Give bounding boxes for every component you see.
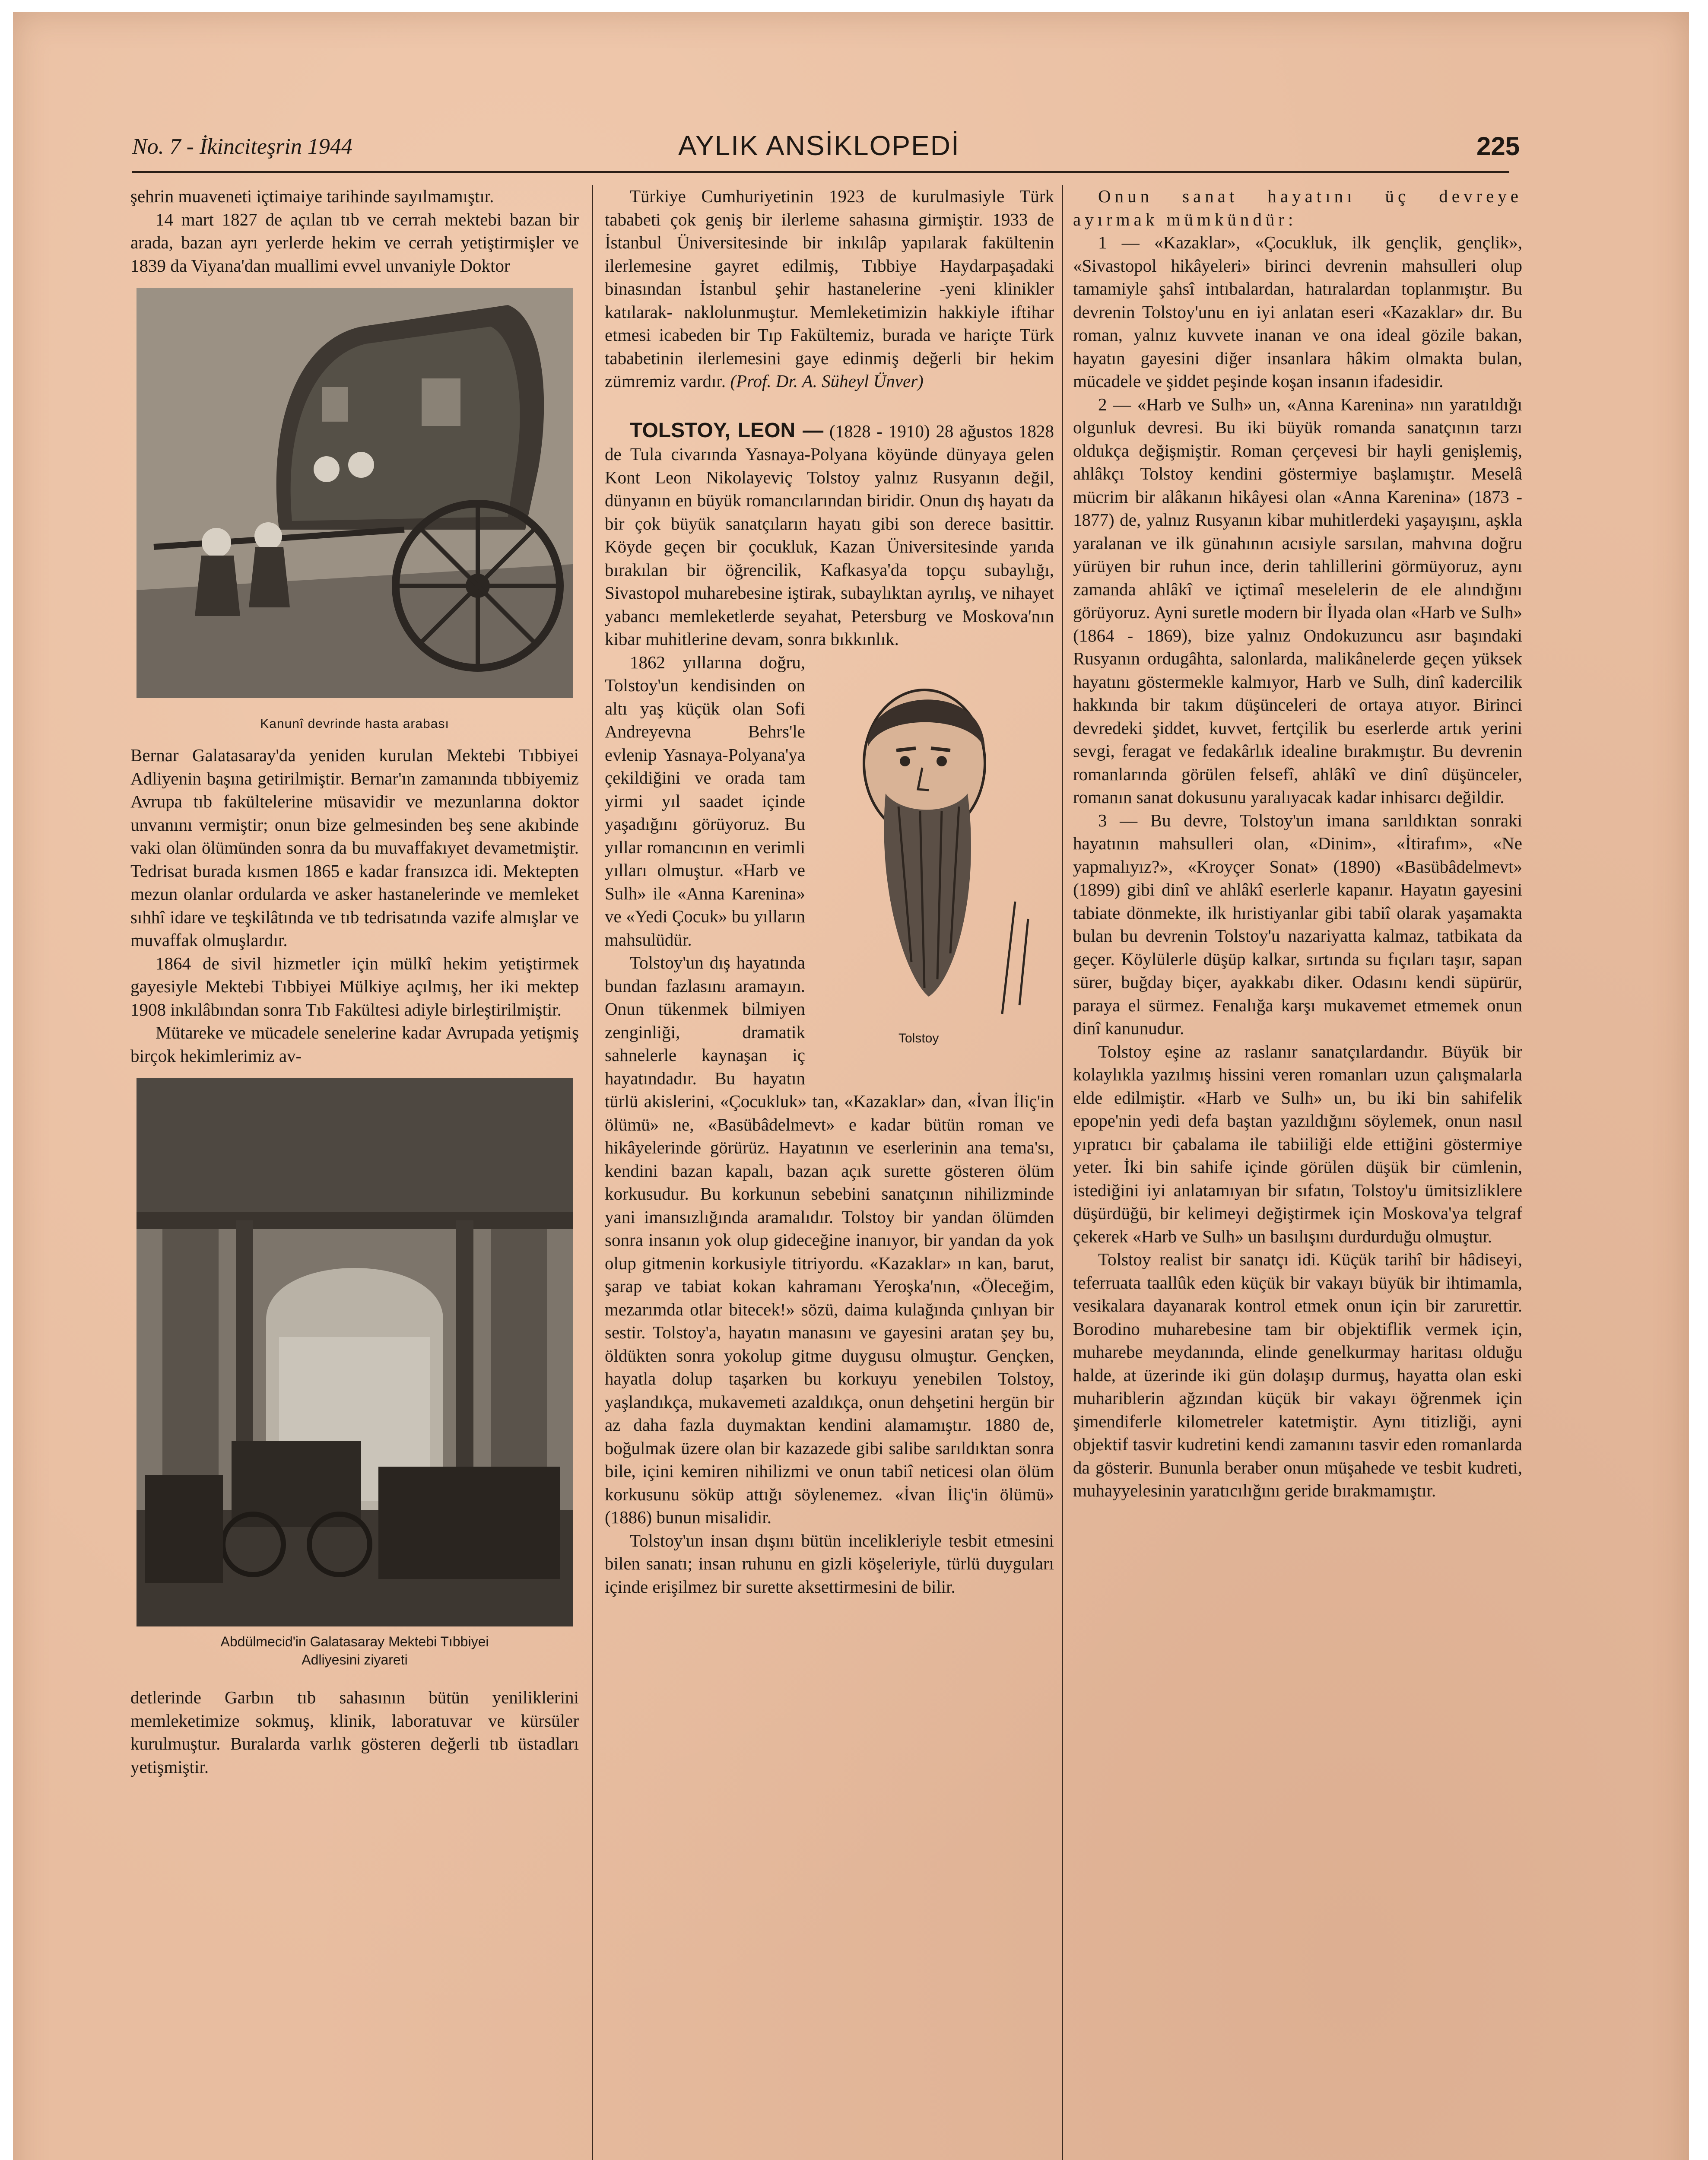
col3-paragraph-5: Tolstoy eşine az raslanır sanatçılardandır. Büyük bir kolaylıkla yazılmış hissini veren romanları uzun çalışmalarla elde edilmiştir. «Harb ve Sulh» un, bu iki bin sahifelik epope'nin yedi defa baştan yazıldığını söylemek, onun nasıl yıpratıcı bir çabalama ile tabiiliği elde ettiğini göstermiye yeter. İki bin sahife içinde görülen düşük bir cümlenin, istediğini iyi anlatamıyan bir sıfatın, Tolstoy'u ümitsizliklere düşürdüğü, bir kelimeyi değiştirmek için Moskova'ya telgraf çekerek «Harb ve Sulh» un basılışını durdurduğu olmuştur. <box>1073 1041 1522 1246</box>
figure2-caption-line2: Adliyesini ziyareti <box>302 1652 408 1668</box>
column-divider-2 <box>1062 185 1063 2160</box>
col3-paragraph-1: Onun sanat hayatını üç devreye ayırmak mümkündür: <box>1073 186 1522 229</box>
col1-paragraph-5: Mütareke ve mücadele senelerine kadar Avrupada yetişmiş birçok hekimlerimiz av- <box>130 1023 579 1066</box>
issue-label: No. 7 - İkinciteşrin 1944 <box>132 134 352 159</box>
col3-paragraph-3: 2 — «Harb ve Sulh» un, «Anna Karenina» nın yaratıldığı olgunluk devresi. Bu iki büyük romanda sanatçının tarzı oldukça değişmiştir. Roman çerçevesi bir hayli genişlemiş, ahlâkçı Tolstoy kendini göstermiye başlamıştır. Meselâ mücrim bir alâkanın hikâyesi olan «Anna Karenina» (1873 - 1877) de, yalnız Rusyanın kibar muhitlerdeki yaşayışını, aşkla yaralanan ve ilk günahının acısiyle sarsılan, mahvına doğru yürüyen bir ruhun ince, derin tahlillerini görmüyoruz, aynı zamanda ahlâkî ve içtimaî meselelerin de ele alındığını görüyoruz. Ayni suretle modern bir İlyada olan «Harb ve Sulh» (1864 - 1869), bize yalnız Ondokuzuncu asır başındaki Rusyanın ordugâhta, salonlarda, malikânelerde geçen yüksek hayatını göstermekle kalmıyor, Harb ve Sulh, dinî kadercilik hakkında bir takım düşünceleri de ortaya atıyor. Birinci devredeki şiddet, kuvvet, fertçilik bu eserlerde artık yerini sevgi, feragat ve fedakârlık idealine bırakmıştır. Bu devrenin romanlarında görülen felsefî, ahlâkî ve dinî düşünceler, romanın sanat dokusunu yaralıyacak kadar inhisarcı değildir. <box>1073 394 1522 807</box>
figure1-caption: Kanunî devrinde hasta arabası <box>260 717 449 731</box>
tolstoy-portrait-illustration <box>812 651 1054 1023</box>
col2-paragraph-3: 1862 yıllarına doğru, Tolstoy'un kendisinden on altı yaş küçük olan Sofi Andreyevna Behrs'le evlenip Yasnaya-Polyana'ya çekildiğini ve orada tam yirmi yıl saadet içinde yaşadığını görüyoruz. Bu yıllar romancının en verimli yılları olmuştur. «Harb ve Sulh» ile «Anna Karenina» ve «Yedi Çocuk» bu yılların mahsulüdür. <box>605 652 805 950</box>
column-3 <box>1073 185 1522 1502</box>
column-2 <box>605 185 1054 1598</box>
col3-paragraph-4: 3 — Bu devre, Tolstoy'un imana sarıldıktan sonraki hayatının mahsulleri olan, «Dinim», «İtirafım», «Ne yapmalıyız?», «Kroyçer Sonat» (1890) «Basübâdelmevt» (1899) gibi dinî ve ahlâkî eserlerle kapanır. Hayatın gayesini tabiate dönmekte, ilk hıristiyanlar gibi tabiî olarak yaşamakta bulan bu devrenin Tolstoy'u nazariyatta kalmaz, tatbikata da geçer. Köylülerle düşüp kalkar, sırtında su fıçıları taşır, sapan sürer, buğday biçer, ayakkabı diker. Odasını kendi süpürür, paraya el sürmez. Fenalığa karşı mukavemet etmemek onun dinî kanunudur. <box>1073 810 1522 1038</box>
portrait-caption: Tolstoy <box>898 1031 939 1045</box>
figure-abdulmecid-visit <box>130 1078 579 1669</box>
header-rule <box>132 171 1509 173</box>
column-1 <box>130 185 579 1779</box>
page-sheet <box>13 12 1689 2160</box>
col2-paragraph-1-text: Türkiye Cumhuriyetinin 1923 de kurulmasiyle Türk tababeti çok geniş bir ilerleme sahasına girmiştir. 1933 de İstanbul Üniversitesinde bir inkılâp yapılarak fakültenin ilerlemesine gayret edilmiş, Tıbbiye Haydarpaşadaki binasından İstanbul şehir hastanelerine -yeni klinikler katılarak- naklolunmuştur. Memleketimizin hakkiyle iftihar etmesi icabeden bir Tıp Fakültemiz, burada ve hariçte Türk tababetinin ilerlemesini gaye edinmiş değerli bir hekim zümremiz vardır. <box>605 186 1054 391</box>
entry-intro-text: (1828 - 1910) 28 ağustos 1828 de Tula civarında Yasnaya-Polyana köyünde dünyaya gelen Kont Leon Nikolayeviç Tolstoy yalnız Rusyanın değil, dünyanın en büyük romancılarından biridir. Onun dış hayatı da bir çok büyük sanatçıların hayatı gibi son derece basittir. Köyde geçen bir çocukluk, Kazan Üniversitesinde yarıda bırakılan bir öğrencilik, Kafkasya'da topçu subaylığı, Sivastopol muharebesine iştirak, subaylıktan ayrılış, ve nihayet yabancı memleketlerde seyahat, Petersburg ve Moskova'nın kibar muhitlerine devam, sonra bıkkınlık. <box>605 421 1054 649</box>
col3-paragraph-6: Tolstoy realist bir sanatçı idi. Küçük tarihî bir hâdiseyi, teferruata taallûk eden küçük bir vakayı büyük bir ihtimamla, vesikalara dayanarak kontrol etmek onun için bir zarurettir. Borodino muharebesine tam bir objektiflik vermek için, muharebe meydanında, elinde genelkurmay haritası olduğu halde, at üzerinde iki gün dolaşıp durmuş, hayatta olan eski muhariblerin ağzından küçük bir vakayı öğrenmek için şimendiferle kilometreler katetmiştir. Aynı titizliği, ayni objektif tasvir kudretini kendi zamanını tasvir eden romanlarda da gösterir. Bununla beraber onun müşahede ve tesbit kudreti, muhayyelesinin yaratıcılığını geride bırakmamıştır. <box>1073 1249 1522 1500</box>
col1-paragraph-3: Bernar Galatasaray'da yeniden kurulan Mektebi Tıbbiyei Adliyenin başına getirilmiştir. Bernar'ın zamanında tıbbiyemiz Avrupa tıb fakültelerine müsavidir ve mezunlarına doktor unvanını vermiştir; onun bize gelmesinden beş sene akıbinde vaki olan ölümünden sonra da bu muvaffakıyet devametmiştir. Tedrisat burada kısmen 1865 e kadar fransızca idi. Mektepten mezun olanlar ordularda ve asker hastanelerinde ve memleket sıhhî idare ve teşkilâtında ve tıb tedrisatında vazife almışlar ve muvaffak olmuşlardır. <box>130 745 579 950</box>
col2-paragraph-1 <box>605 185 1054 393</box>
col3-paragraph-2: 1 — «Kazaklar», «Çocukluk, ilk gençlik, gençlik», «Sivastopol hikâyeleri» birinci devrenin mahsulleri olup tamamiyle şahsî intıbalardan, hatıralardan toplanmıştır. Bu devrenin Tolstoy'unu en iyi anlatan eseri «Kazaklar» dır. Bu roman, yalnız kuvvete inanan ve ona ideal gözile bakan, hayatın gayesini diğer insanlara hâkim olmakta bulan, mücadele ve şiddet peşinde koşan insanın ifadesidir. <box>1073 232 1522 391</box>
col2-paragraph-5: Tolstoy'un insan dışını bütün incelikleriyle tesbit etmesini bilen sanatı; insan ruhunu en gizli köşeleriyle, türlü duyguları içinde erişilmez bir surette aksettirmesini de bilir. <box>605 1530 1054 1597</box>
col1-paragraph-1: şehrin muaveneti içtimaiye tarihinde sayılmamıştır. <box>130 186 494 206</box>
col1-paragraph-6: detlerinde Garbın tıb sahasının bütün yeniliklerini memleketimize sokmuş, klinik, laboratuvar ve kürsüler kurulmuştur. Buralarda varlık gösteren değerli tıb üstadları yetişmiştir. <box>130 1687 579 1777</box>
patient-carriage-illustration <box>137 288 573 698</box>
figure-patient-carriage <box>130 288 579 733</box>
abdulmecid-visit-illustration <box>137 1078 573 1626</box>
col2-paragraph-4: Tolstoy'un dış hayatında bundan fazlasını aramayın. Onun tükenmek bilmiyen zenginliği, dramatik sahnelerle kaynaşan iç hayatındadır. Bu hayatın türlü akislerini, «Çocukluk» tan, «Kazaklar» dan, «İvan İliç'in ölümü» ne, «Basübâdelmevt» e kadar bütün roman ve hikâyelerinde görürüz. Hayatının ve eserlerinin ana tema'sı, kendini bazan kapalı, bazan açık surette gösteren ölüm korkusudur. Bu korkunun sebebini sanatçının nihilizminde yani imansızlığında aramalıdır. Tolstoy bir yandan ölümden sonra insanın yok olup gideceğine inanıyor, bir yandan da yok olup gitmenin korkusiyle titriyordu. «Kazaklar» ın kan, barut, şarap ve tabiat kokan kahramanı Yeroşka'nın, «Öleceğim, mezarımda otlar bitecek!» sözü, daima kulağında çınlıyan bir sestir. Tolstoy'a, hayatın manasını ve gayesini aratan şey bu, öldükten sonra yokolup gitme duygusu olmuştur. Gençken, hayatla dolup taşarken bu korkuyu yenebilen Tolstoy, yaşlandıkça, mukavemeti azaldıkça, onun dehşetini hergün bir az daha fazla duymaktan kendini alamamıştır. 1880 de, boğulmak üzere olan bir kazazede gibi salibe sarıldıktan sonra bile, içini kemiren nihilizmi ve onun tabiî neticesi olan ölüm korkusunu söküp attığı söylenemez. «İvan İliç'in ölümü» (1886) bunun misalidir. <box>605 953 1054 1527</box>
entry-title: TOLSTOY, LEON — <box>630 419 824 442</box>
col1-paragraph-2: 14 mart 1827 de açılan tıb ve cerrah mektebi bazan bir arada, bazan ayrı yerlerde hekim ve cerrah yetiştirmişler ve 1839 da Viyana'dan muallimi evvel unvaniyle Doktor <box>130 209 579 276</box>
col1-paragraph-4: 1864 de sivil hizmetler için mülkî hekim yetiştirmek gayesiyle Mektebi Tıbbiyei Mülkiye açılmış, her iki mektep 1908 inkılâbından sonra Tıb Fakültesi adiyle birleştirilmiştir. <box>130 953 579 1020</box>
tolstoy-entry-intro <box>605 419 1054 651</box>
tolstoy-portrait-figure <box>812 651 1054 1083</box>
figure2-caption <box>130 1633 579 1669</box>
column-divider-1 <box>592 185 593 2160</box>
page-header <box>13 130 1689 173</box>
figure2-caption-line1: Abdülmecid'in Galatasaray Mektebi Tıbbiyei <box>220 1634 489 1649</box>
page-number: 225 <box>1476 132 1520 161</box>
journal-title: AYLIK ANSİKLOPEDİ <box>678 130 960 161</box>
author-signature: (Prof. Dr. A. Süheyl Ünver) <box>730 371 924 391</box>
